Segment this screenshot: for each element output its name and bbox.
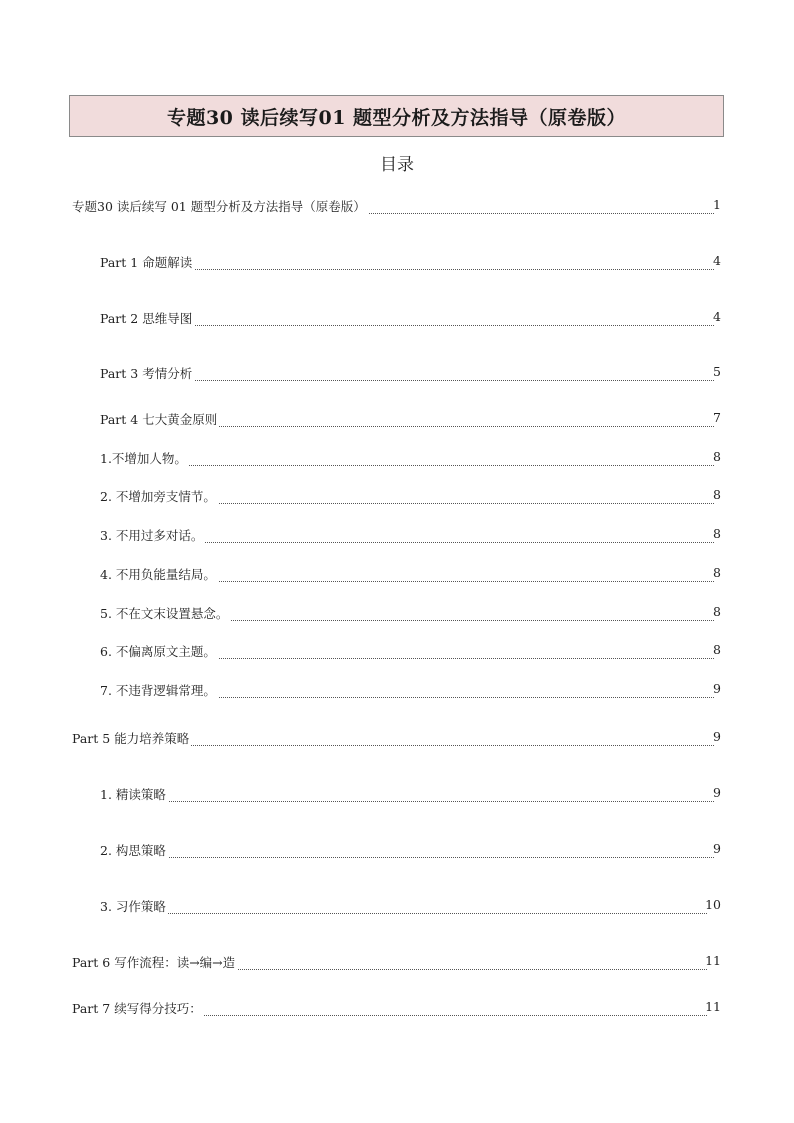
toc-entry-label: Part 6 写作流程：读→编→造 (72, 955, 236, 970)
toc-entry[interactable] (0, 197, 794, 217)
toc-entry-label: 6. 不偏离原文主题。 (100, 644, 216, 659)
toc-entry-label: 2. 不增加旁支情节。 (100, 489, 216, 504)
toc-entry-page: 4 (713, 253, 721, 268)
toc-entry[interactable] (0, 999, 794, 1019)
toc-entry-page: 9 (713, 681, 721, 696)
toc-entry-label: Part 7 续写得分技巧： (72, 1001, 202, 1016)
toc-entry[interactable] (0, 487, 794, 507)
toc-entry-page: 8 (713, 642, 721, 657)
toc-entry-page: 8 (713, 604, 721, 619)
toc-entry-label: 4. 不用负能量结局。 (100, 567, 216, 582)
toc-entry[interactable] (0, 897, 794, 917)
toc-entry-page: 1 (713, 197, 721, 212)
toc-entry[interactable] (0, 449, 794, 469)
toc-entry-label: 3. 不用过多对话。 (100, 528, 204, 543)
toc-entry[interactable] (0, 785, 794, 805)
toc-entry[interactable] (0, 309, 794, 329)
toc-entry[interactable] (0, 729, 794, 749)
toc-entry-label: 3. 习作策略 (100, 899, 166, 914)
toc-entry-label: Part 4 七大黄金原则 (100, 412, 218, 427)
toc-entry-page: 10 (705, 897, 721, 912)
toc-entry-label: 1. 精读策略 (100, 787, 166, 802)
toc-entry-page: 4 (713, 309, 721, 324)
toc-leader (100, 841, 714, 858)
toc-entry-label: 专题30 读后续写 01 题型分析及方法指导（原卷版） (72, 199, 366, 214)
toc-entry-page: 8 (713, 526, 721, 541)
document-title: 专题30 读后续写01 题型分析及方法指导（原卷版） (69, 95, 724, 137)
toc-entry[interactable] (0, 410, 794, 430)
toc-entry-page: 11 (705, 999, 721, 1014)
toc-entry-page: 5 (713, 364, 721, 379)
toc-leader (100, 785, 714, 802)
toc-entry[interactable] (0, 642, 794, 662)
toc-entry-page: 9 (713, 841, 721, 856)
toc-heading: 目录 (380, 155, 414, 175)
toc-entry[interactable] (0, 681, 794, 701)
toc-entry-label: 7. 不违背逻辑常理。 (100, 683, 216, 698)
toc-entry[interactable] (0, 526, 794, 546)
toc-entry-page: 9 (713, 785, 721, 800)
toc-entry[interactable] (0, 253, 794, 273)
toc-entry[interactable] (0, 953, 794, 973)
toc-entry-page: 7 (713, 410, 721, 425)
toc-entry-page: 8 (713, 449, 721, 464)
toc-entry-page: 8 (713, 565, 721, 580)
toc-entry-page: 8 (713, 487, 721, 502)
toc-entry-label: 1.不增加人物。 (100, 451, 187, 466)
toc-entry[interactable] (0, 364, 794, 384)
toc-entry[interactable] (0, 841, 794, 861)
toc-entry-label: 2. 构思策略 (100, 843, 166, 858)
toc-entry[interactable] (0, 604, 794, 624)
toc-entry-page: 9 (713, 729, 721, 744)
toc-leader (100, 449, 714, 466)
toc-entry-page: 11 (705, 953, 721, 968)
toc-entry-label: Part 3 考情分析 (100, 366, 193, 381)
toc-entry-label: Part 2 思维导图 (100, 311, 193, 326)
toc-entry-label: 5. 不在文末设置悬念。 (100, 606, 229, 621)
toc-entry-label: Part 5 能力培养策略 (72, 731, 190, 746)
toc-entry-label: Part 1 命题解读 (100, 255, 193, 270)
toc-leader (100, 897, 707, 914)
toc-entry[interactable] (0, 565, 794, 585)
